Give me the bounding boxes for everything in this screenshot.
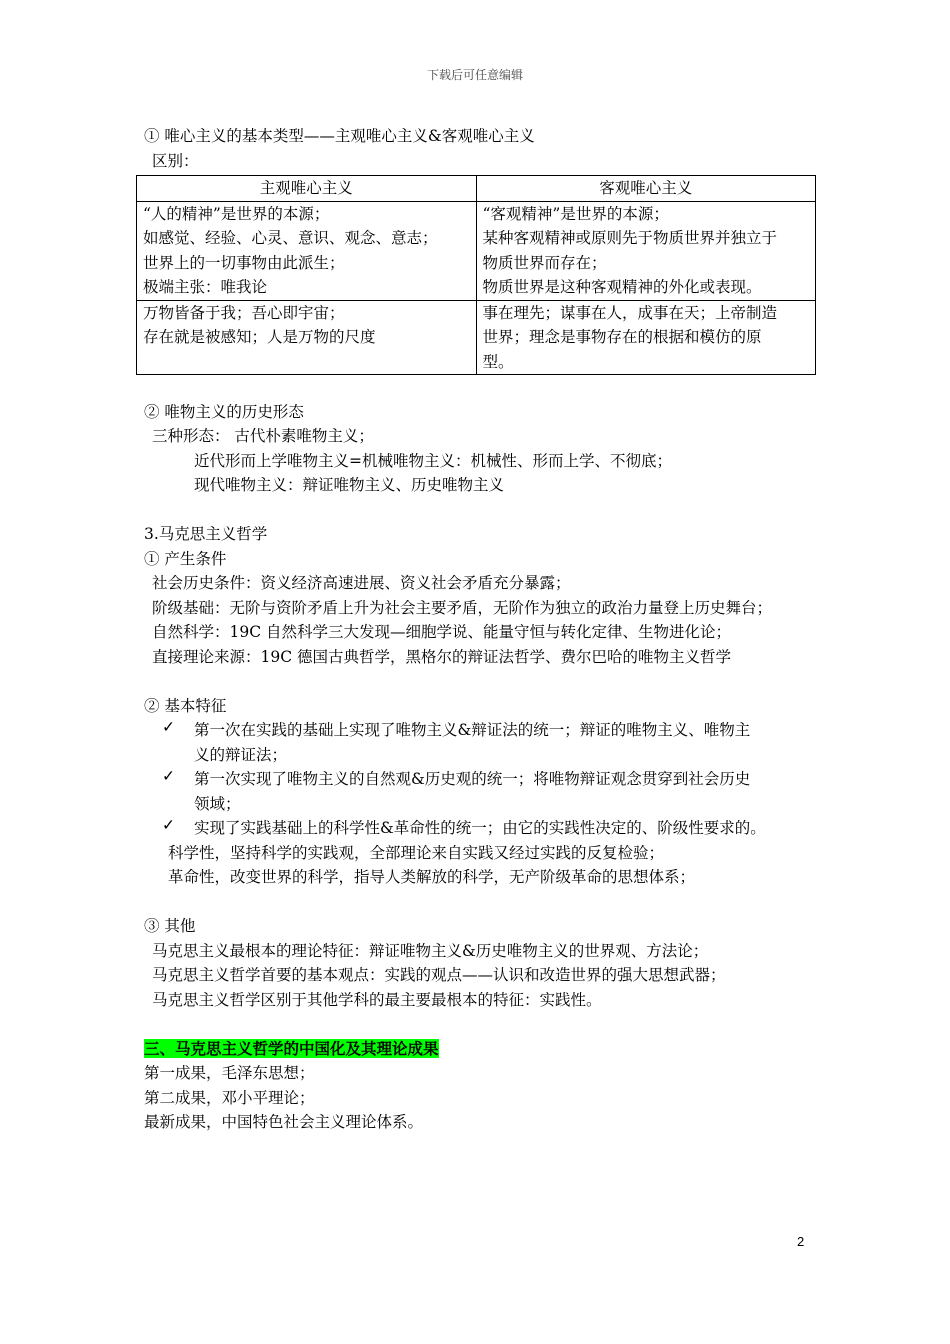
cell-line: “人的精神”是世界的本源； [143, 204, 330, 223]
table-cell-subjective-definition [137, 201, 477, 300]
feature-detail-line: 科学性，坚持科学的实践观，全部理论来自实践又经过实践的反复检验； [168, 843, 665, 862]
subsection-title-other: ③ 其他 [144, 917, 196, 935]
forms-line: 近代形而上学唯物主义=机械唯物主义：机械性、形而上学、不彻底； [194, 451, 672, 470]
check-icon: ✓ [162, 816, 175, 834]
table-row [137, 201, 816, 300]
other-line: 马克思主义最根本的理论特征：辩证唯物主义&历史唯物主义的世界观、方法论； [152, 941, 709, 960]
cell-line: 存在就是被感知；人是万物的尺度 [143, 328, 376, 346]
other-line: 马克思主义哲学首要的基本观点：实践的观点——认识和改造世界的强大思想武器； [152, 966, 726, 984]
condition-line: 社会历史条件：资义经济高速进展、资义社会矛盾充分暴露； [152, 574, 571, 592]
condition-line: 阶级基础：无阶与资阶矛盾上升为社会主要矛盾，无阶作为独立的政治力量登上历史舞台； [152, 598, 773, 617]
feature-detail-line: 革命性，改变世界的科学，指导人类解放的科学，无产阶级革命的思想体系； [168, 868, 696, 886]
table-row [137, 300, 816, 375]
table-header-objective: 客观唯心主义 [476, 176, 816, 202]
condition-line: 直接理论来源：19C 德国古典哲学，黑格尔的辩证法哲学、费尔巴哈的唯物主义哲学 [152, 647, 732, 666]
table-cell-objective-examples [476, 300, 816, 375]
page-header: 下载后可任意编辑 [426, 68, 523, 82]
document-body [144, 124, 824, 1135]
achievement-line: 最新成果，中国特色社会主义理论体系。 [144, 1113, 424, 1131]
checklist-text: 第一次在实践的基础上实现了唯物主义&辩证法的统一；辩证的唯物主义、唯物主 [194, 721, 751, 739]
table-cell-objective-definition [476, 201, 816, 300]
condition-line: 自然科学：19C 自然科学三大发现—细胞学说、能量守恒与转化定律、生物进化论； [152, 623, 732, 641]
section-title-materialism-forms: ② 唯物主义的历史形态 [144, 402, 304, 421]
cell-line: 物质世界是这种客观精神的外化或表现。 [482, 278, 762, 296]
check-icon: ✓ [162, 767, 175, 785]
checklist-item [144, 718, 824, 767]
cell-line: 事在理先；谋事在人，成事在天；上帝制造 [482, 303, 778, 322]
cell-line: 世界；理念是事物存在的根据和模仿的原 [482, 328, 762, 346]
checklist-text: 义的辩证法； [194, 745, 288, 764]
other-line: 马克思主义哲学区别于其他学科的最主要最根本的特征：实践性。 [152, 990, 602, 1009]
cell-line: 型。 [482, 352, 514, 371]
table-cell-subjective-examples [137, 300, 477, 375]
cell-line: 物质世界而存在； [482, 253, 607, 272]
checklist-item [144, 767, 824, 816]
cell-line: 世界上的一切事物由此派生； [143, 253, 345, 272]
page-number: 2 [797, 1234, 805, 1249]
subsection-title-features: ② 基本特征 [144, 696, 227, 715]
checklist-item [144, 816, 824, 841]
cell-line: 万物皆备于我；吾心即宇宙； [143, 303, 345, 322]
difference-label: 区别： [152, 151, 199, 170]
table-header-subjective: 主观唯心主义 [137, 176, 477, 202]
forms-line: 三种形态： 古代朴素唯物主义； [152, 427, 374, 445]
cell-line: 极端主张：唯我论 [143, 278, 268, 296]
checklist-text: 领域； [194, 794, 241, 813]
cell-line: 如感觉、经验、心灵、意识、观念、意志； [143, 229, 438, 247]
section-title-idealism-types: ① 唯心主义的基本类型——主观唯心主义&客观唯心主义 [144, 127, 535, 145]
forms-line: 现代唯物主义：辩证唯物主义、历史唯物主义 [194, 476, 505, 494]
comparison-table [136, 175, 816, 375]
section-title-marxist-philosophy: 3.马克思主义哲学 [144, 525, 268, 543]
achievement-line: 第一成果，毛泽东思想； [144, 1064, 315, 1082]
achievement-line: 第二成果，邓小平理论； [144, 1088, 315, 1107]
cell-line: 某种客观精神或原则先于物质世界并独立于 [482, 229, 778, 247]
check-icon: ✓ [162, 718, 175, 736]
subsection-title-conditions: ① 产生条件 [144, 549, 227, 568]
checklist-text: 实现了实践基础上的科学性&革命性的统一；由它的实践性决定的、阶级性要求的。 [194, 819, 766, 837]
cell-line: “客观精神”是世界的本源； [482, 204, 669, 223]
checklist-text: 第一次实现了唯物主义的自然观&历史观的统一；将唯物辩证观念贯穿到社会历史 [194, 770, 751, 788]
highlighted-heading: 三、马克思主义哲学的中国化及其理论成果 [144, 1038, 439, 1058]
